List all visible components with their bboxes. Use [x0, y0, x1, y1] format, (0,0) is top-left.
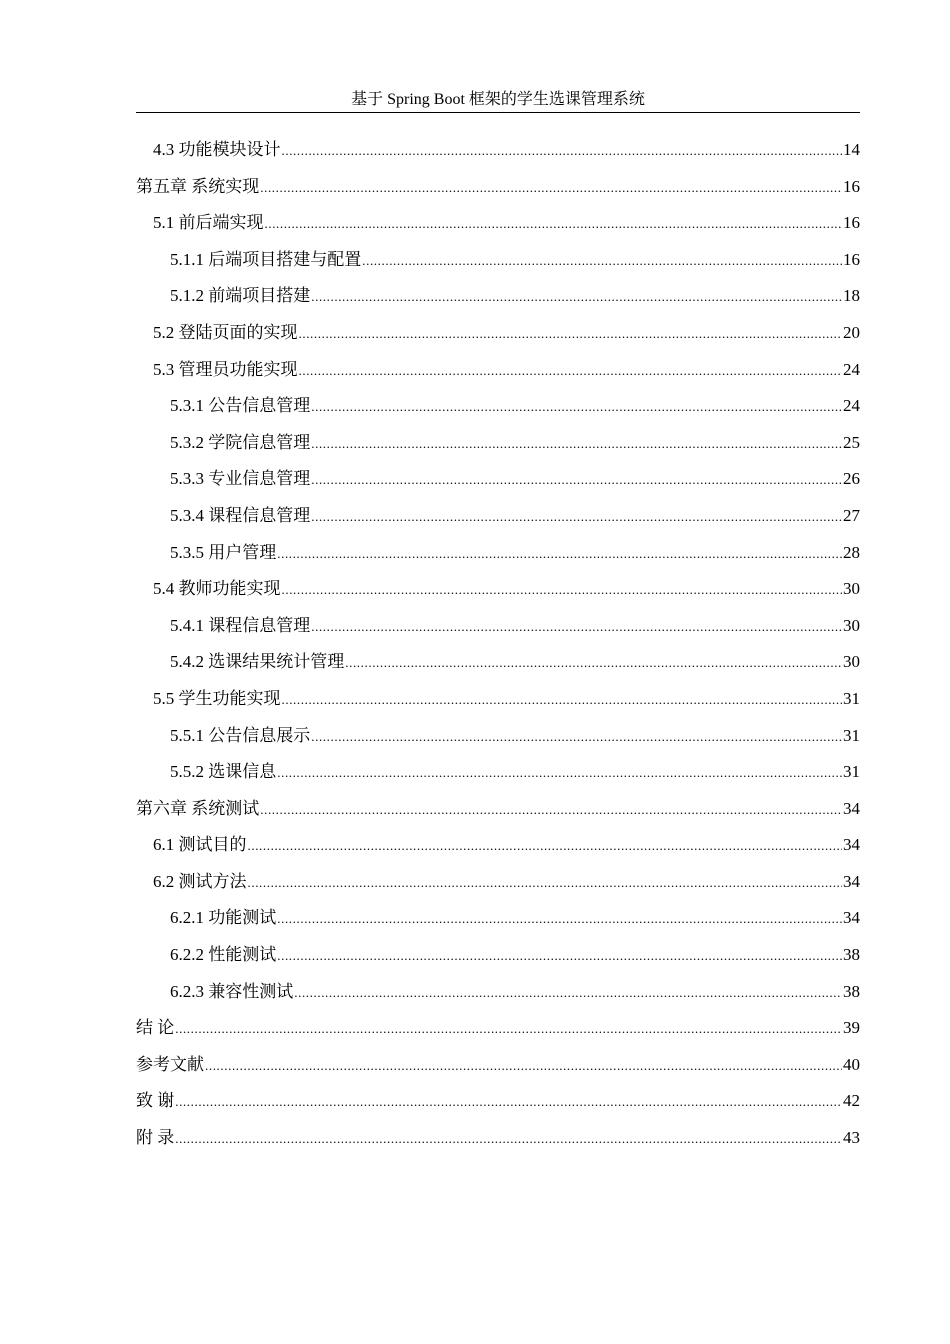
toc-entry[interactable] — [136, 718, 860, 755]
toc-entry[interactable] — [136, 791, 860, 828]
toc-entry[interactable] — [136, 608, 860, 645]
toc-entry[interactable] — [136, 388, 860, 425]
toc-entry-title: 6.1 测试目的 — [153, 835, 247, 855]
toc-entry[interactable] — [136, 681, 860, 718]
toc-entry-title: 5.4.2 选课结果统计管理 — [170, 652, 345, 672]
dot-leader — [294, 975, 842, 1012]
dot-leader — [311, 462, 842, 499]
toc-entry-page-number: 20 — [843, 322, 860, 342]
dot-leader — [311, 719, 842, 756]
toc-entry-page-number: 25 — [843, 432, 860, 452]
toc-entry-page-number: 16 — [843, 249, 860, 269]
toc-entry[interactable] — [136, 352, 860, 389]
dot-leader — [277, 536, 842, 573]
toc-entry[interactable] — [136, 937, 860, 974]
toc-entry-title: 5.1 前后端实现 — [153, 213, 264, 233]
toc-entry-page-number: 16 — [843, 213, 860, 233]
toc-entry[interactable] — [136, 827, 860, 864]
toc-entry-title: 5.3.3 专业信息管理 — [170, 469, 311, 489]
toc-entry[interactable] — [136, 535, 860, 572]
toc-entry-title: 附 录 — [136, 1128, 175, 1148]
toc-entry[interactable] — [136, 1083, 860, 1120]
toc-entry[interactable] — [136, 900, 860, 937]
toc-entry-page-number: 31 — [843, 725, 860, 745]
toc-entry-title: 5.4.1 课程信息管理 — [170, 615, 311, 635]
toc-entry-title: 5.3.4 课程信息管理 — [170, 505, 311, 525]
toc-entry-title: 第六章 系统测试 — [136, 798, 260, 818]
toc-entry-page-number: 34 — [843, 798, 860, 818]
toc-entry-page-number: 40 — [843, 1054, 860, 1074]
toc-entry-page-number: 26 — [843, 469, 860, 489]
dot-leader — [260, 170, 842, 207]
toc-entry-page-number: 39 — [843, 1018, 860, 1038]
toc-entry-page-number: 38 — [843, 981, 860, 1001]
toc-entry-title: 6.2.2 性能测试 — [170, 945, 277, 965]
toc-entry[interactable] — [136, 315, 860, 352]
toc-entry-page-number: 24 — [843, 359, 860, 379]
dot-leader — [311, 279, 842, 316]
toc-entry-title: 5.3.2 学院信息管理 — [170, 432, 311, 452]
toc-entry-page-number: 34 — [843, 835, 860, 855]
toc-entry-page-number: 18 — [843, 286, 860, 306]
toc-entry[interactable] — [136, 205, 860, 242]
toc-entry[interactable] — [136, 571, 860, 608]
dot-leader — [311, 609, 842, 646]
dot-leader — [311, 389, 842, 426]
toc-entry-page-number: 43 — [843, 1128, 860, 1148]
toc-entry-title: 5.4 教师功能实现 — [153, 579, 281, 599]
dot-leader — [175, 1121, 842, 1158]
table-of-contents — [136, 132, 860, 1157]
dot-leader — [175, 1011, 842, 1048]
toc-entry[interactable] — [136, 461, 860, 498]
dot-leader — [282, 682, 843, 719]
toc-entry[interactable] — [136, 754, 860, 791]
dot-leader — [265, 206, 843, 243]
toc-entry-page-number: 31 — [843, 762, 860, 782]
dot-leader — [248, 828, 843, 865]
toc-entry-title: 5.3.5 用户管理 — [170, 542, 277, 562]
toc-entry[interactable] — [136, 278, 860, 315]
toc-entry-page-number: 30 — [843, 615, 860, 635]
toc-entry-title: 5.3 管理员功能实现 — [153, 359, 298, 379]
dot-leader — [282, 572, 843, 609]
toc-entry-page-number: 31 — [843, 688, 860, 708]
dot-leader — [311, 499, 842, 536]
toc-entry-page-number: 42 — [843, 1091, 860, 1111]
dot-leader — [277, 755, 842, 792]
toc-entry-title: 结 论 — [136, 1018, 175, 1038]
toc-entry-title: 5.5.2 选课信息 — [170, 762, 277, 782]
running-header: 基于 Spring Boot 框架的学生选课管理系统 — [351, 91, 645, 108]
toc-entry-title: 5.5.1 公告信息展示 — [170, 725, 311, 745]
toc-entry-title: 参考文献 — [136, 1054, 204, 1074]
toc-entry[interactable] — [136, 1010, 860, 1047]
toc-entry-title: 6.2 测试方法 — [153, 871, 247, 891]
toc-entry-title: 6.2.1 功能测试 — [170, 908, 277, 928]
toc-entry-page-number: 30 — [843, 579, 860, 599]
dot-leader — [299, 316, 843, 353]
dot-leader — [311, 426, 842, 463]
toc-entry-title: 5.3.1 公告信息管理 — [170, 396, 311, 416]
toc-entry[interactable] — [136, 644, 860, 681]
toc-entry-title: 第五章 系统实现 — [136, 176, 260, 196]
toc-entry[interactable] — [136, 425, 860, 462]
toc-entry[interactable] — [136, 242, 860, 279]
toc-entry-title: 4.3 功能模块设计 — [153, 140, 281, 159]
toc-entry[interactable] — [136, 169, 860, 206]
toc-entry[interactable] — [136, 498, 860, 535]
toc-entry[interactable] — [136, 864, 860, 901]
toc-entry-title: 致 谢 — [136, 1091, 175, 1111]
toc-entry-page-number: 38 — [843, 945, 860, 965]
dot-leader — [299, 353, 843, 390]
dot-leader — [282, 133, 843, 170]
dot-leader — [175, 1084, 842, 1121]
dot-leader — [277, 938, 842, 975]
toc-entry-page-number: 30 — [843, 652, 860, 672]
toc-entry-title: 5.1.2 前端项目搭建 — [170, 286, 311, 306]
toc-entry-page-number: 27 — [843, 505, 860, 525]
toc-entry-title: 5.2 登陆页面的实现 — [153, 322, 298, 342]
toc-entry-page-number: 28 — [843, 542, 860, 562]
toc-entry-page-number: 34 — [843, 871, 860, 891]
toc-entry-title: 6.2.3 兼容性测试 — [170, 981, 294, 1001]
toc-entry-page-number: 14 — [843, 140, 860, 159]
dot-leader — [277, 901, 842, 938]
dot-leader — [260, 792, 842, 829]
toc-entry[interactable] — [136, 974, 860, 1011]
dot-leader — [345, 645, 842, 682]
toc-entry[interactable] — [136, 132, 860, 169]
dot-leader — [248, 865, 843, 902]
toc-entry-page-number: 24 — [843, 396, 860, 416]
dot-leader — [205, 1048, 842, 1085]
dot-leader — [362, 243, 842, 280]
toc-entry-title: 5.5 学生功能实现 — [153, 688, 281, 708]
toc-entry[interactable] — [136, 1120, 860, 1157]
toc-entry-page-number: 34 — [843, 908, 860, 928]
toc-entry-title: 5.1.1 后端项目搭建与配置 — [170, 249, 362, 269]
toc-entry[interactable] — [136, 1047, 860, 1084]
header-rule — [136, 112, 860, 113]
toc-entry-page-number: 16 — [843, 176, 860, 196]
